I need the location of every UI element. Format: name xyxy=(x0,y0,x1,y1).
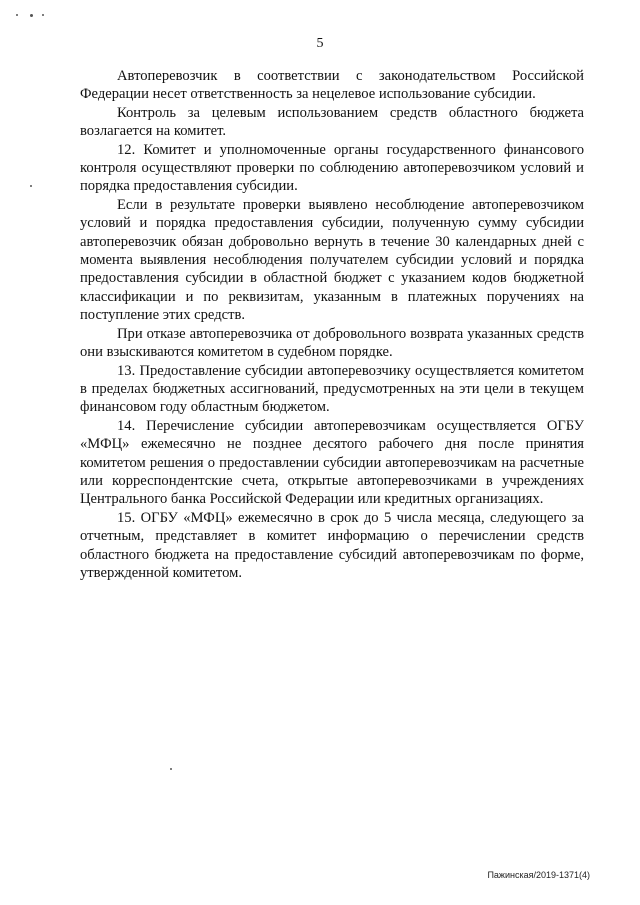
scan-speck xyxy=(30,14,33,17)
paragraph-13: 13. Предоставление субсидии автоперевозчику осуществляется комитетом в пределах бюджетных ассигнований, предусмотренных на эти цели в текущем финансовом году областным бюджетом. xyxy=(80,362,584,416)
paragraph-control: Контроль за целевым использованием средств областного бюджета возлагается на комитет. xyxy=(80,104,584,140)
document-body xyxy=(80,67,584,582)
scan-speck xyxy=(42,14,44,16)
paragraph-14: 14. Перечисление субсидии автоперевозчикам осуществляется ОГБУ «МФЦ» ежемесячно не позднее десятого рабочего дня после принятия комитетом решения о предоставлении субсидии автоперевозчикам на расчетные или корреспондентские счета, открытые автоперевозчиками в учреждениях Центрального банка Российской Федерации или кредитных организациях. xyxy=(80,417,584,508)
paragraph-liability: Автоперевозчик в соответствии с законодательством Российской Федерации несет ответственность за нецелевое использование субсидии. xyxy=(80,68,584,103)
paragraph-15: 15. ОГБУ «МФЦ» ежемесячно в срок до 5 числа месяца, следующего за отчетным, представляет в комитет информацию о перечислении средств областного бюджета на предоставление субсидий автоперевозчикам по форме, утвержденной комитетом. xyxy=(80,509,584,581)
paragraph-refusal: При отказе автоперевозчика от добровольного возврата указанных средств они взыскиваются комитетом в судебном порядке. xyxy=(80,325,584,361)
scan-speck xyxy=(16,14,18,16)
scan-speck xyxy=(170,768,172,770)
paragraph-12: 12. Комитет и уполномоченные органы государственного финансового контроля осуществляют проверки по соблюдению автоперевозчиком условий и порядка предоставления субсидии. xyxy=(80,141,584,195)
paragraph-refund: Если в результате проверки выявлено несоблюдение автоперевозчиком условий и порядка предоставления субсидии, полученную сумму субсидии автоперевозчик обязан добровольно вернуть в течение 30 календарных дней с момента выявления несоблюдения получателем субсидии условий и порядка предоставления субсидии в областной бюджет с указанием кодов бюджетной классификации и по реквизитам, указанным в платежных поручениях на поступление этих средств. xyxy=(80,196,584,324)
scan-speck xyxy=(30,185,32,187)
page-number: 5 xyxy=(316,36,324,51)
document-footer-code: Пажинская/2019-1371(4) xyxy=(487,870,590,880)
